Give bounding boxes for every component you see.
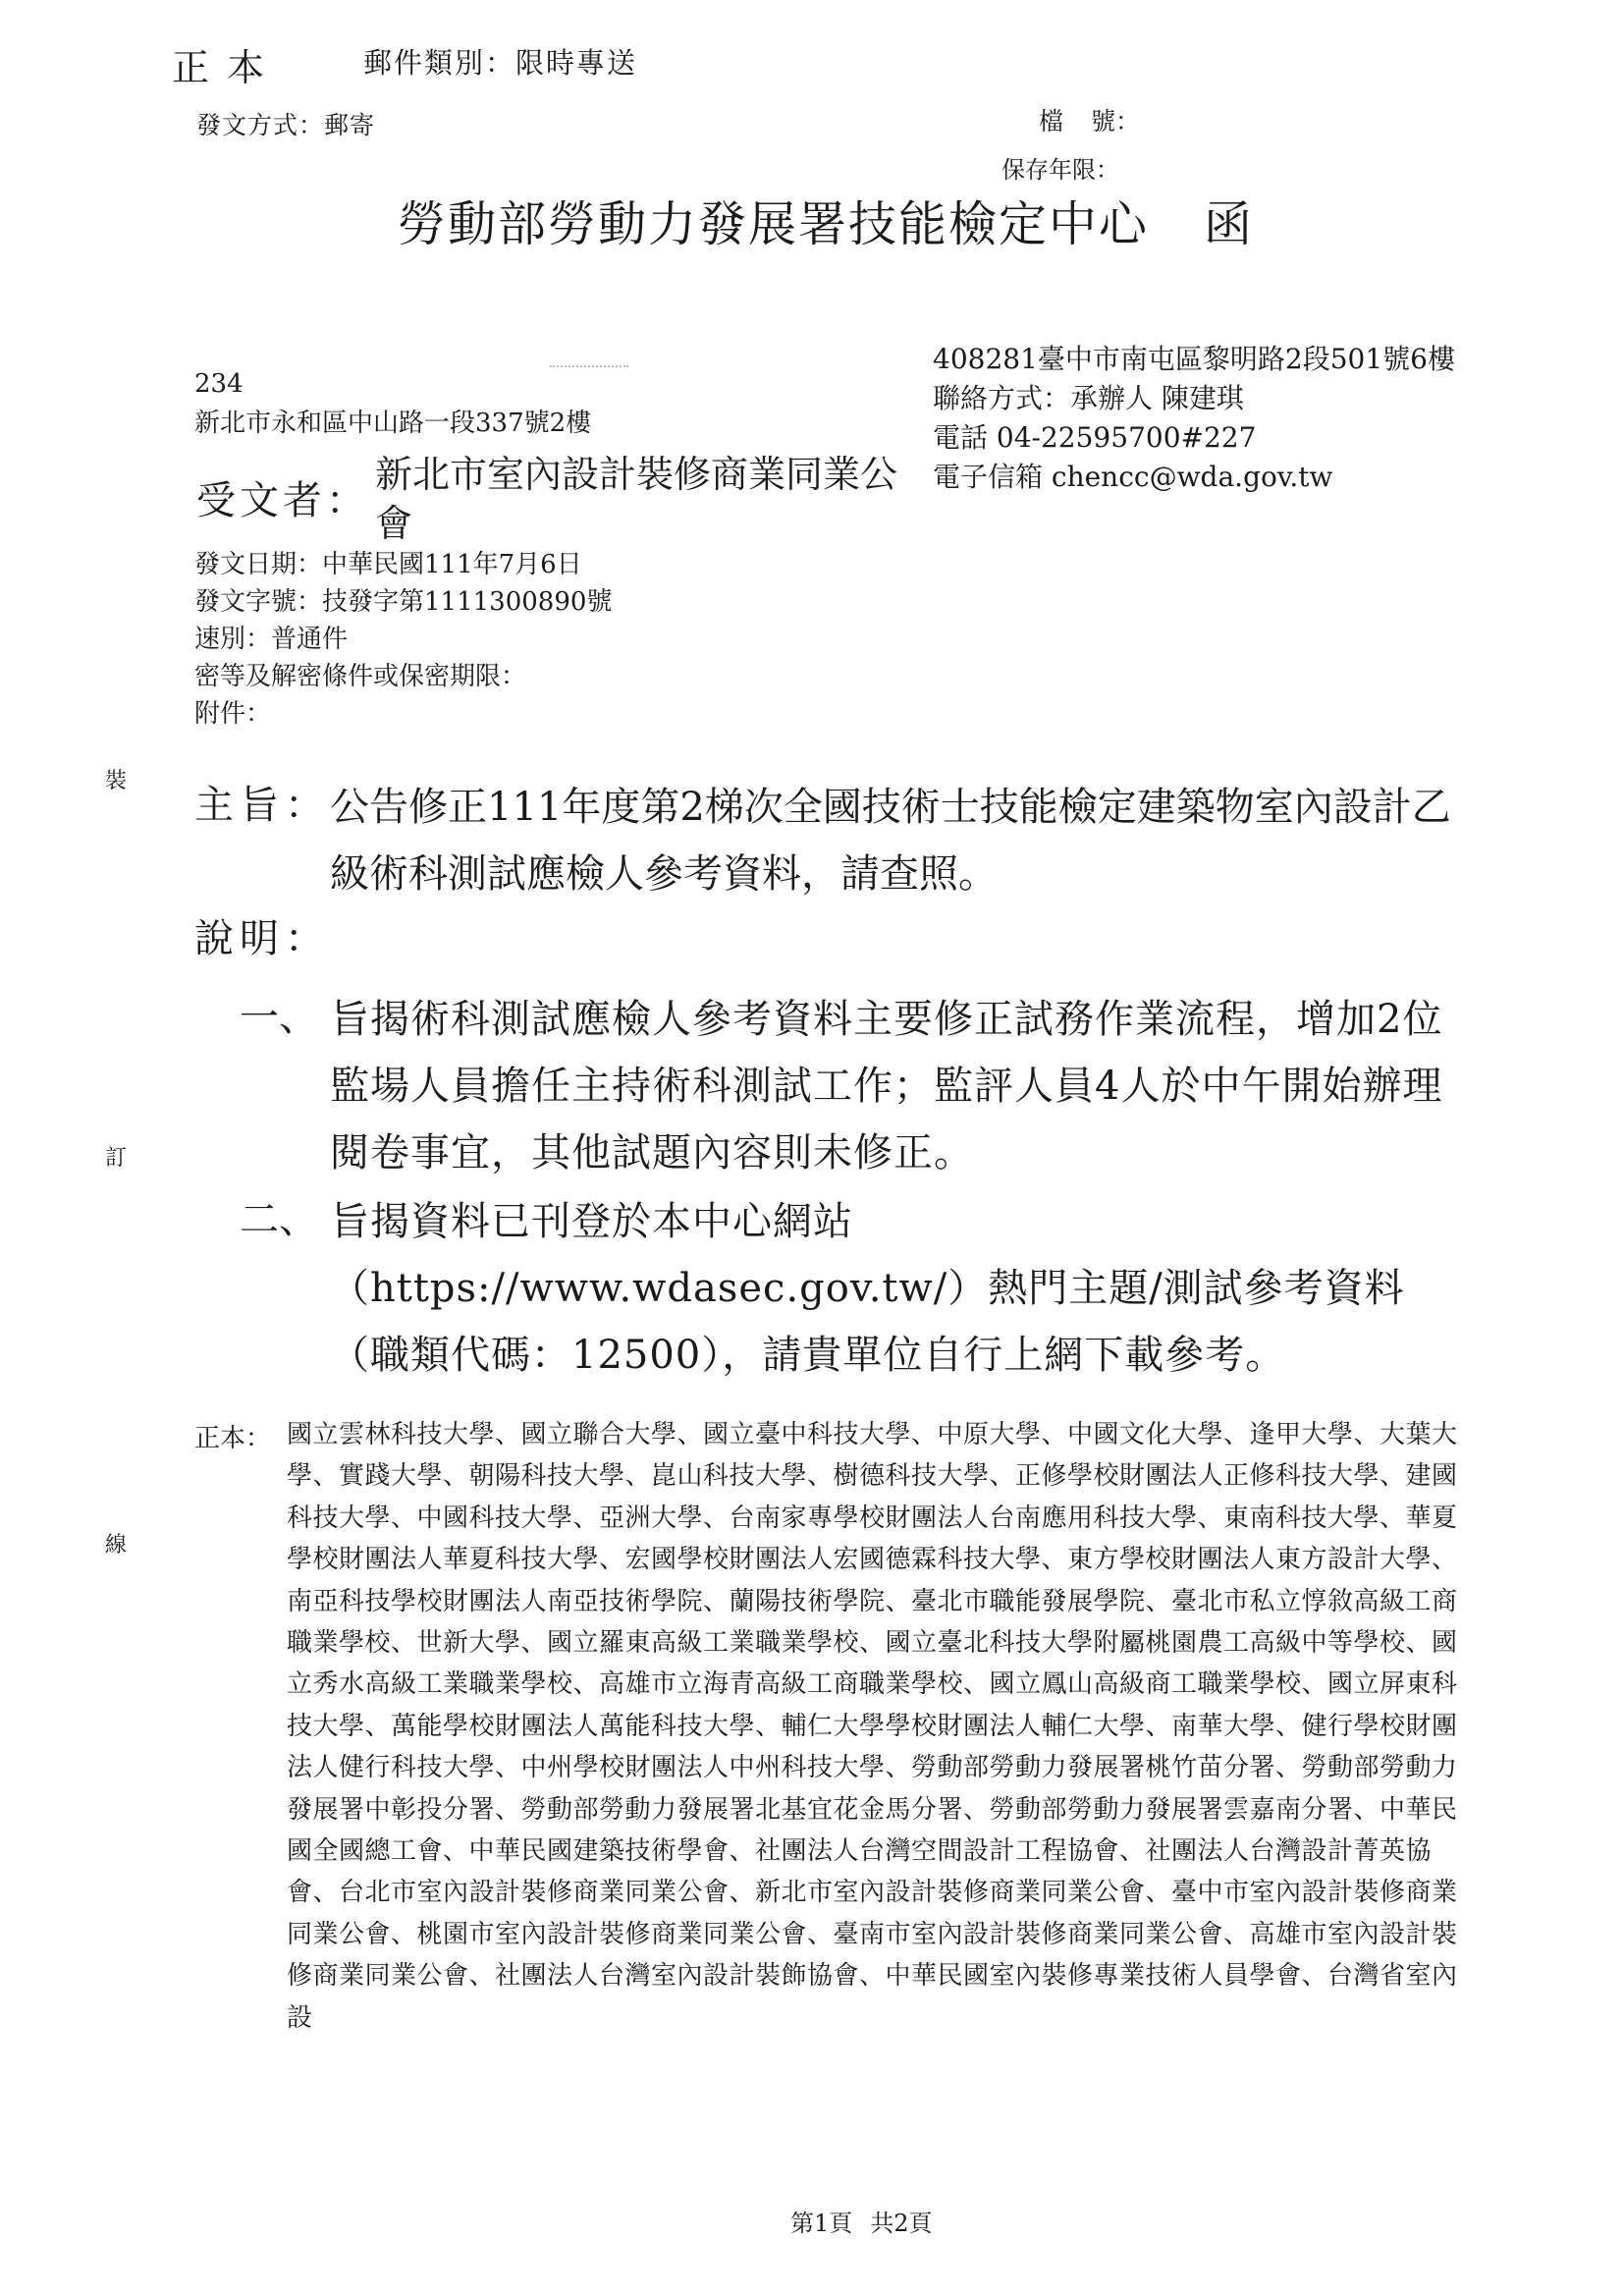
recipient-zip: 234 — [194, 369, 243, 399]
sender-phone: 電話 04-22595700#227 — [933, 421, 1257, 454]
secrecy-level: 密等及解密條件或保密期限： — [194, 662, 527, 691]
file-number-label-part1: 檔 — [1039, 107, 1092, 136]
subject-text: 公告修正111年度第2梯次全國技術士技能檢定建築物室內設計乙級術科測試應檢人參考資料，請查照。 — [330, 785, 1451, 897]
send-method: 發文方式：郵寄 — [196, 111, 376, 139]
document-number: 發文字號：技發字第1111300890號 — [194, 587, 613, 617]
description-item-text: 旨揭術科測試應檢人參考資料主要修正試務作業流程，增加2位監場人員擔任主持術科測試工作；監評人員4人於中午開始辦理閱卷事宜，其他試題內容則未修正。 — [330, 997, 1443, 1175]
file-number-label — [1039, 102, 1140, 137]
description-item-number: 一、 — [240, 995, 318, 1040]
total-pages: 共2頁 — [870, 2210, 933, 2237]
mail-category: 郵件類別：限時專送 — [363, 46, 638, 80]
retention-period-label: 保存年限： — [1001, 156, 1119, 184]
binding-mark-zhuang: 裝 — [105, 769, 128, 793]
description-item-number: 二、 — [240, 1197, 318, 1242]
scan-smudge — [550, 365, 628, 377]
document-type: 函 — [1204, 196, 1255, 252]
sender-contact: 聯絡方式：承辦人 陳建琪 — [933, 382, 1244, 414]
description-item-text: 旨揭資料已刊登於本中心網站（https://www.wdasec.gov.tw/）熱門主題/測試參考資料（職類代碼：12500），請貴單位自行上網下載參考。 — [330, 1199, 1405, 1378]
description-label: 說明： — [194, 916, 330, 961]
agency-name: 勞動部勞動力發展署技能檢定中心 — [398, 196, 1150, 252]
sender-info — [933, 340, 1455, 497]
document-title — [398, 187, 1254, 255]
cc-recipient-list: 國立雲林科技大學、國立聯合大學、國立臺中科技大學、中原大學、中國文化大學、逢甲大學、大葉大學、實踐大學、朝陽科技大學、崑山科技大學、樹德科技大學、正修學校財團法人正修科技大學、建國科技大學、中國科技大學、亞洲大學、台南家專學校財團法人台南應用科技大學、東南科技大學、華夏學校財團法人華夏科技大學、宏國學校財團法人宏國德霖科技大學、東方學校財團法人東方設計大學、南亞科技學校財團法人南亞技術學院、蘭陽技術學院、臺北市職能發展學院、臺北市私立惇敘高級工商職業學校、世新大學、國立羅東高級工業職業學校、國立臺北科技大學附屬桃園農工高級中等學校、國立秀水高級工業職業學校、高雄市立海青高級工商職業學校、國立鳳山高級商工職業學校、國立屏東科技大學、萬能學校財團法人萬能科技大學、輔仁大學學校財團法人輔仁大學、南華大學、健行學校財團法人健行科技大學、中州學校財團法人中州科技大學、勞動部勞動力發展署桃竹苗分署、勞動部勞動力發展署中彰投分署、勞動部勞動力發展署北基宜花金馬分署、勞動部勞動力發展署雲嘉南分署、中華民國全國總工會、中華民國建築技術學會、社團法人台灣空間設計工程協會、社團法人台灣設計菁英協會、台北市室內設計裝修商業同業公會、新北市室內設計裝修商業同業公會、臺中市室內設計裝修商業同業公會、桃園市室內設計裝修商業同業公會、臺南市室內設計裝修商業同業公會、高雄市室內設計裝修商業同業公會、社團法人台灣室內設計裝飾協會、中華民國室內裝修專業技術人員學會、台灣省室內設 — [287, 1420, 1458, 2033]
current-page: 第1頁 — [790, 2210, 853, 2237]
delivery-speed: 速別：普通件 — [194, 625, 349, 654]
issue-date: 發文日期：中華民國111年7月6日 — [194, 550, 582, 579]
binding-mark-xian: 線 — [105, 1533, 128, 1558]
recipient-label: 受文者： — [196, 478, 369, 523]
sender-email: 電子信箱 chencc@wda.gov.tw — [933, 461, 1333, 493]
subject-label: 主旨： — [194, 783, 330, 828]
cc-label: 正本： — [194, 1424, 272, 1453]
file-number-label-part2: 號： — [1091, 107, 1141, 136]
recipient-address: 新北市永和區中山路一段337號2樓 — [194, 409, 592, 438]
document-meta — [194, 546, 612, 733]
page-number — [790, 2204, 933, 2238]
recipient-name: 新北市室內設計裝修商業同業公會 — [375, 453, 898, 545]
attachments: 附件： — [194, 699, 272, 729]
binding-mark-ding: 訂 — [105, 1146, 128, 1171]
original-copy-seal: 正本 — [172, 46, 283, 89]
sender-address: 408281臺中市南屯區黎明路2段501號6樓 — [933, 343, 1455, 375]
